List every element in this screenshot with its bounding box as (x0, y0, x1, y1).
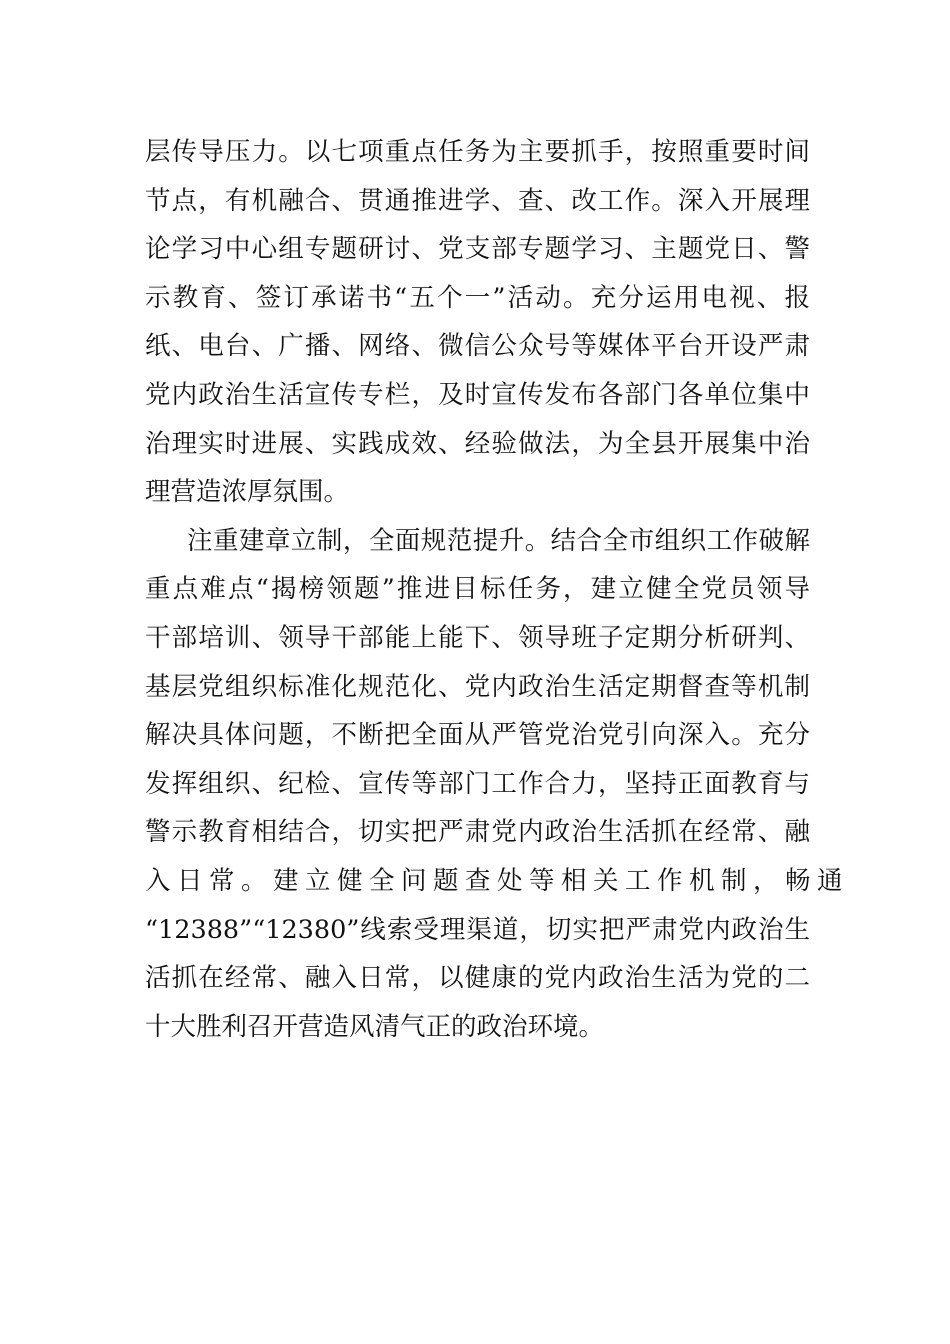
paragraph-1 (145, 128, 810, 517)
paragraph-1-line-7: 治理实时进展、实践成效、经验做法，为全县开展集中治 (145, 428, 810, 459)
paragraph-2-line-6: 发挥组织、纪检、宣传等部门工作合力，坚持正面教育与 (145, 768, 810, 799)
paragraph-1-line-2: 节点，有机融合、贯通推进学、查、改工作。深入开展理 (145, 185, 810, 216)
paragraph-1-line-4: 示教育、签订承诺书“五个一”活动。充分运用电视、报 (145, 282, 810, 313)
paragraph-2-line-4: 基层党组织标准化规范化、党内政治生活定期督查等机制 (145, 671, 810, 702)
paragraph-1-line-3: 论学习中心组专题研讨、党支部专题学习、主题党日、警 (145, 234, 810, 265)
paragraph-2-line-9: “12388”“12380”线索受理渠道，切实把严肃党内政治生 (145, 914, 810, 945)
paragraph-2-line-7: 警示教育相结合，切实把严肃党内政治生活抓在经常、融 (145, 817, 810, 848)
paragraph-1-line-5: 纸、电台、广播、网络、微信公众号等媒体平台开设严肃 (145, 331, 810, 362)
paragraph-1-line-1: 层传导压力。以七项重点任务为主要抓手，按照重要时间 (145, 137, 810, 167)
paragraph-1-line-6: 党内政治生活宣传专栏，及时宣传发布各部门各单位集中 (145, 379, 810, 410)
paragraph-2-line-1: 注重建章立制，全面规范提升。结合全市组织工作破解 (187, 525, 810, 556)
paragraph-1-line-8: 理营造浓厚氛围。 (145, 477, 350, 508)
paragraph-2-line-2: 重点难点“揭榜领题”推进目标任务，建立健全党员领导 (145, 574, 810, 605)
paragraph-2-line-5: 解决具体问题，不断把全面从严管党治党引向深入。充分 (145, 720, 810, 751)
paragraph-2-line-3: 干部培训、领导干部能上能下、领导班子定期分析研判、 (145, 622, 810, 653)
document-body (145, 128, 850, 1051)
paragraph-2-line-10: 活抓在经常、融入日常，以健康的党内政治生活为党的二 (145, 963, 810, 994)
paragraph-2 (145, 517, 850, 1052)
paragraph-2-line-11: 十大胜利召开营造风清气正的政治环境。 (145, 1011, 605, 1042)
paragraph-2-line-8: 入日常。建立健全问题查处等相关工作机制，畅通 (145, 865, 850, 896)
